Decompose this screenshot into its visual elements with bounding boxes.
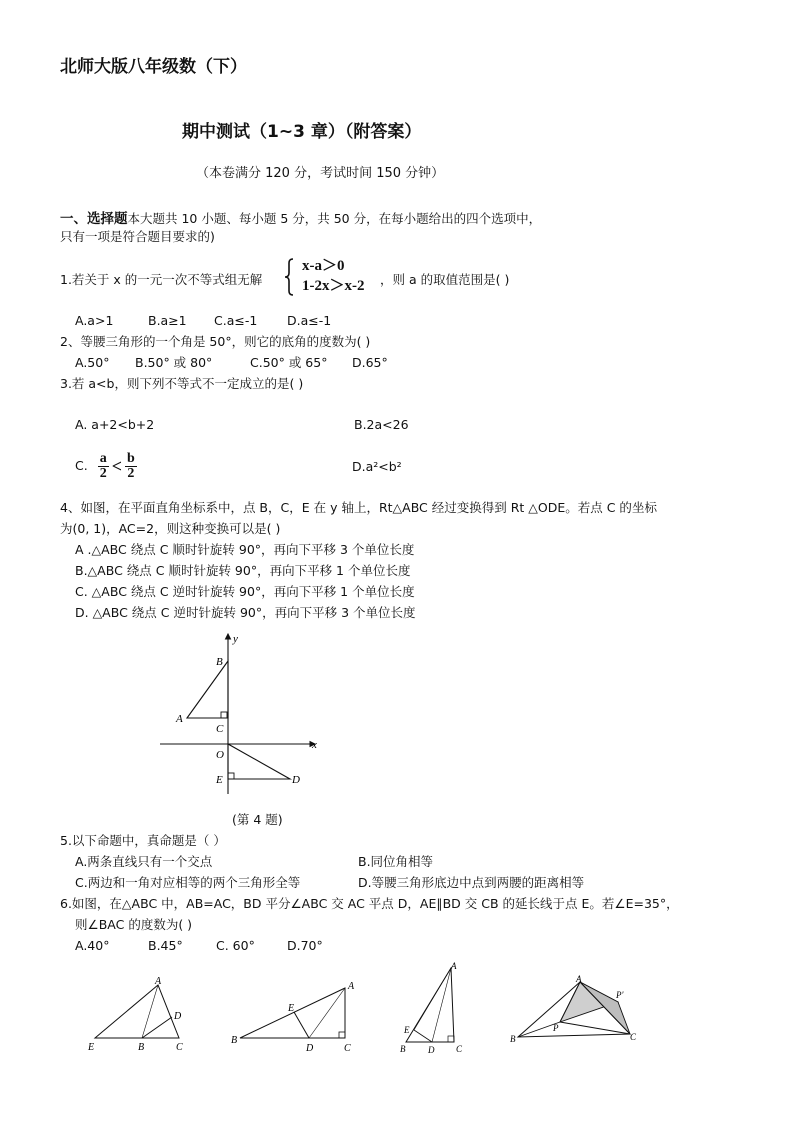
fig4-label-e: E	[216, 774, 223, 786]
document-top-title: 北师大版八年级数（下）	[60, 57, 247, 77]
q4-option-c: C. △ABC 绕点 C 逆时针旋转 90°，再向下平移 1 个单位长度	[75, 584, 415, 599]
q1-inequality-2: 1-2x＞x-2	[302, 278, 365, 294]
fig1-label-d: D	[174, 1011, 182, 1022]
fig4-label-x: x	[312, 739, 317, 751]
fig3-label-a: A	[451, 961, 457, 971]
q6-line1: 6.如图，在△ABC 中，AB=AC，BD 平分∠ABC 交 AC 平点 D，AE∥BD 交 CB 的延长线于点 E。若∠E=35°，	[60, 896, 679, 911]
fig1-label-c: C	[176, 1042, 183, 1053]
q1-inequality-1: x-a＞0	[302, 258, 345, 274]
q6-option-c: C. 60°	[216, 938, 255, 953]
q5-option-a: A.两条直线只有一个交点	[75, 854, 213, 869]
fig4b-label-c: C	[630, 1032, 637, 1042]
fig3-label-b: B	[400, 1044, 406, 1054]
q1-option-d: D.a≤-1	[287, 313, 332, 328]
q4-figure-caption: (第 4 题)	[232, 812, 283, 827]
fig4b-label-b: B	[510, 1034, 516, 1044]
q2-option-c: C.50° 或 65°	[250, 355, 328, 370]
q3-option-a: A. a+2<b+2	[75, 417, 155, 432]
section-heading-line2: 只有一项是符合题目要求的)	[60, 229, 215, 244]
exam-subtitle: （本卷满分 120 分，考试时间 150 分钟）	[196, 166, 445, 181]
q5-option-d: D.等腰三角形底边中点到两腰的距离相等	[358, 875, 585, 890]
fig2-label-c: C	[344, 1043, 351, 1054]
fig2-label-e: E	[288, 1003, 295, 1014]
q1-prefix: 1.若关于 x 的一元一次不等式组无解	[60, 272, 263, 287]
q1-option-b: B.a≥1	[148, 313, 187, 328]
fig2-label-d: D	[306, 1043, 314, 1054]
q6-figure-4	[508, 972, 648, 1047]
fig4b-label-p-prime: P'	[616, 990, 624, 1000]
q2-option-d: D.65°	[352, 355, 388, 370]
section-heading-rest: 本大题共 10 小题、每小题 5 分，共 50 分，在每小题给出的四个选项中，	[127, 211, 542, 226]
q4-option-b: B.△ABC 绕点 C 顺时针旋转 90°，再向下平移 1 个单位长度	[75, 563, 411, 578]
q3-fraction-a: $\frac{a}{2}$	[99, 450, 107, 481]
fig1-label-a: A	[155, 976, 162, 987]
q6-option-b: B.45°	[148, 938, 183, 953]
q3-text: 3.若 a<b，则下列不等式不一定成立的是( )	[60, 376, 304, 391]
q6-option-a: A.40°	[75, 938, 110, 953]
q6-figure-1	[82, 975, 197, 1055]
q2-option-b: B.50° 或 80°	[135, 355, 213, 370]
q6-figure-3	[396, 960, 471, 1055]
q5-option-c: C.两边和一角对应相等的两个三角形全等	[75, 875, 301, 890]
fig4-label-o: O	[216, 749, 224, 761]
fig4-label-b: B	[216, 656, 223, 668]
fig3-label-e: E	[404, 1025, 410, 1035]
q1-brace	[284, 257, 296, 297]
fig2-label-b: B	[231, 1035, 238, 1046]
q6-figure-2	[228, 975, 363, 1055]
section-heading	[60, 211, 541, 227]
q4-line1: 4、如图，在平面直角坐标系中，点 B，C，E 在 y 轴上，Rt△ABC 经过变换得到 Rt △ODE。若点 C 的坐标	[60, 500, 657, 515]
q3-option-b: B.2a<26	[354, 417, 409, 432]
fig2-label-a: A	[348, 981, 355, 992]
fig4-label-d: D	[292, 774, 300, 786]
q3-option-c	[75, 448, 137, 484]
fig4-label-y: y	[233, 633, 238, 645]
q3-less-than: <	[111, 456, 122, 476]
q4-option-a: A .△ABC 绕点 C 顺时针旋转 90°，再向下平移 3 个单位长度	[75, 542, 415, 557]
fig4b-label-a: A	[576, 974, 582, 984]
q6-line2: 则∠BAC 的度数为( )	[75, 917, 193, 932]
fig1-label-b: B	[138, 1042, 145, 1053]
q5-option-b: B.同位角相等	[358, 854, 434, 869]
q1-option-a: A.a>1	[75, 313, 114, 328]
q1-suffix: ，则 a 的取值范围是( )	[380, 272, 510, 287]
q3-fraction-b: $\frac{b}{2}$	[126, 450, 135, 481]
q4-line2: 为(0, 1)，AC=2，则这种变换可以是( )	[60, 521, 281, 536]
q3-option-d: D.a²<b²	[352, 459, 402, 474]
fig3-label-c: C	[456, 1044, 463, 1054]
q1-option-c: C.a≤-1	[214, 313, 258, 328]
q2-option-a: A.50°	[75, 355, 110, 370]
q5-text: 5.以下命题中，真命题是（ ）	[60, 833, 226, 848]
q3-option-c-label: C.	[75, 458, 88, 473]
fig1-label-e: E	[88, 1042, 95, 1053]
fig3-label-d: D	[428, 1045, 435, 1055]
fig4b-label-p: P	[553, 1023, 559, 1033]
section-heading-bold: 一、选择题	[60, 211, 128, 227]
q4-figure	[155, 628, 330, 798]
exam-main-title: 期中测试（1~3 章）（附答案）	[182, 122, 422, 142]
q6-option-d: D.70°	[287, 938, 323, 953]
q4-option-d: D. △ABC 绕点 C 逆时针旋转 90°，再向下平移 3 个单位长度	[75, 605, 416, 620]
fig4-label-c: C	[216, 723, 224, 735]
fig4-label-a: A	[176, 713, 183, 725]
q2-text: 2、等腰三角形的一个角是 50°，则它的底角的度数为( )	[60, 334, 371, 349]
